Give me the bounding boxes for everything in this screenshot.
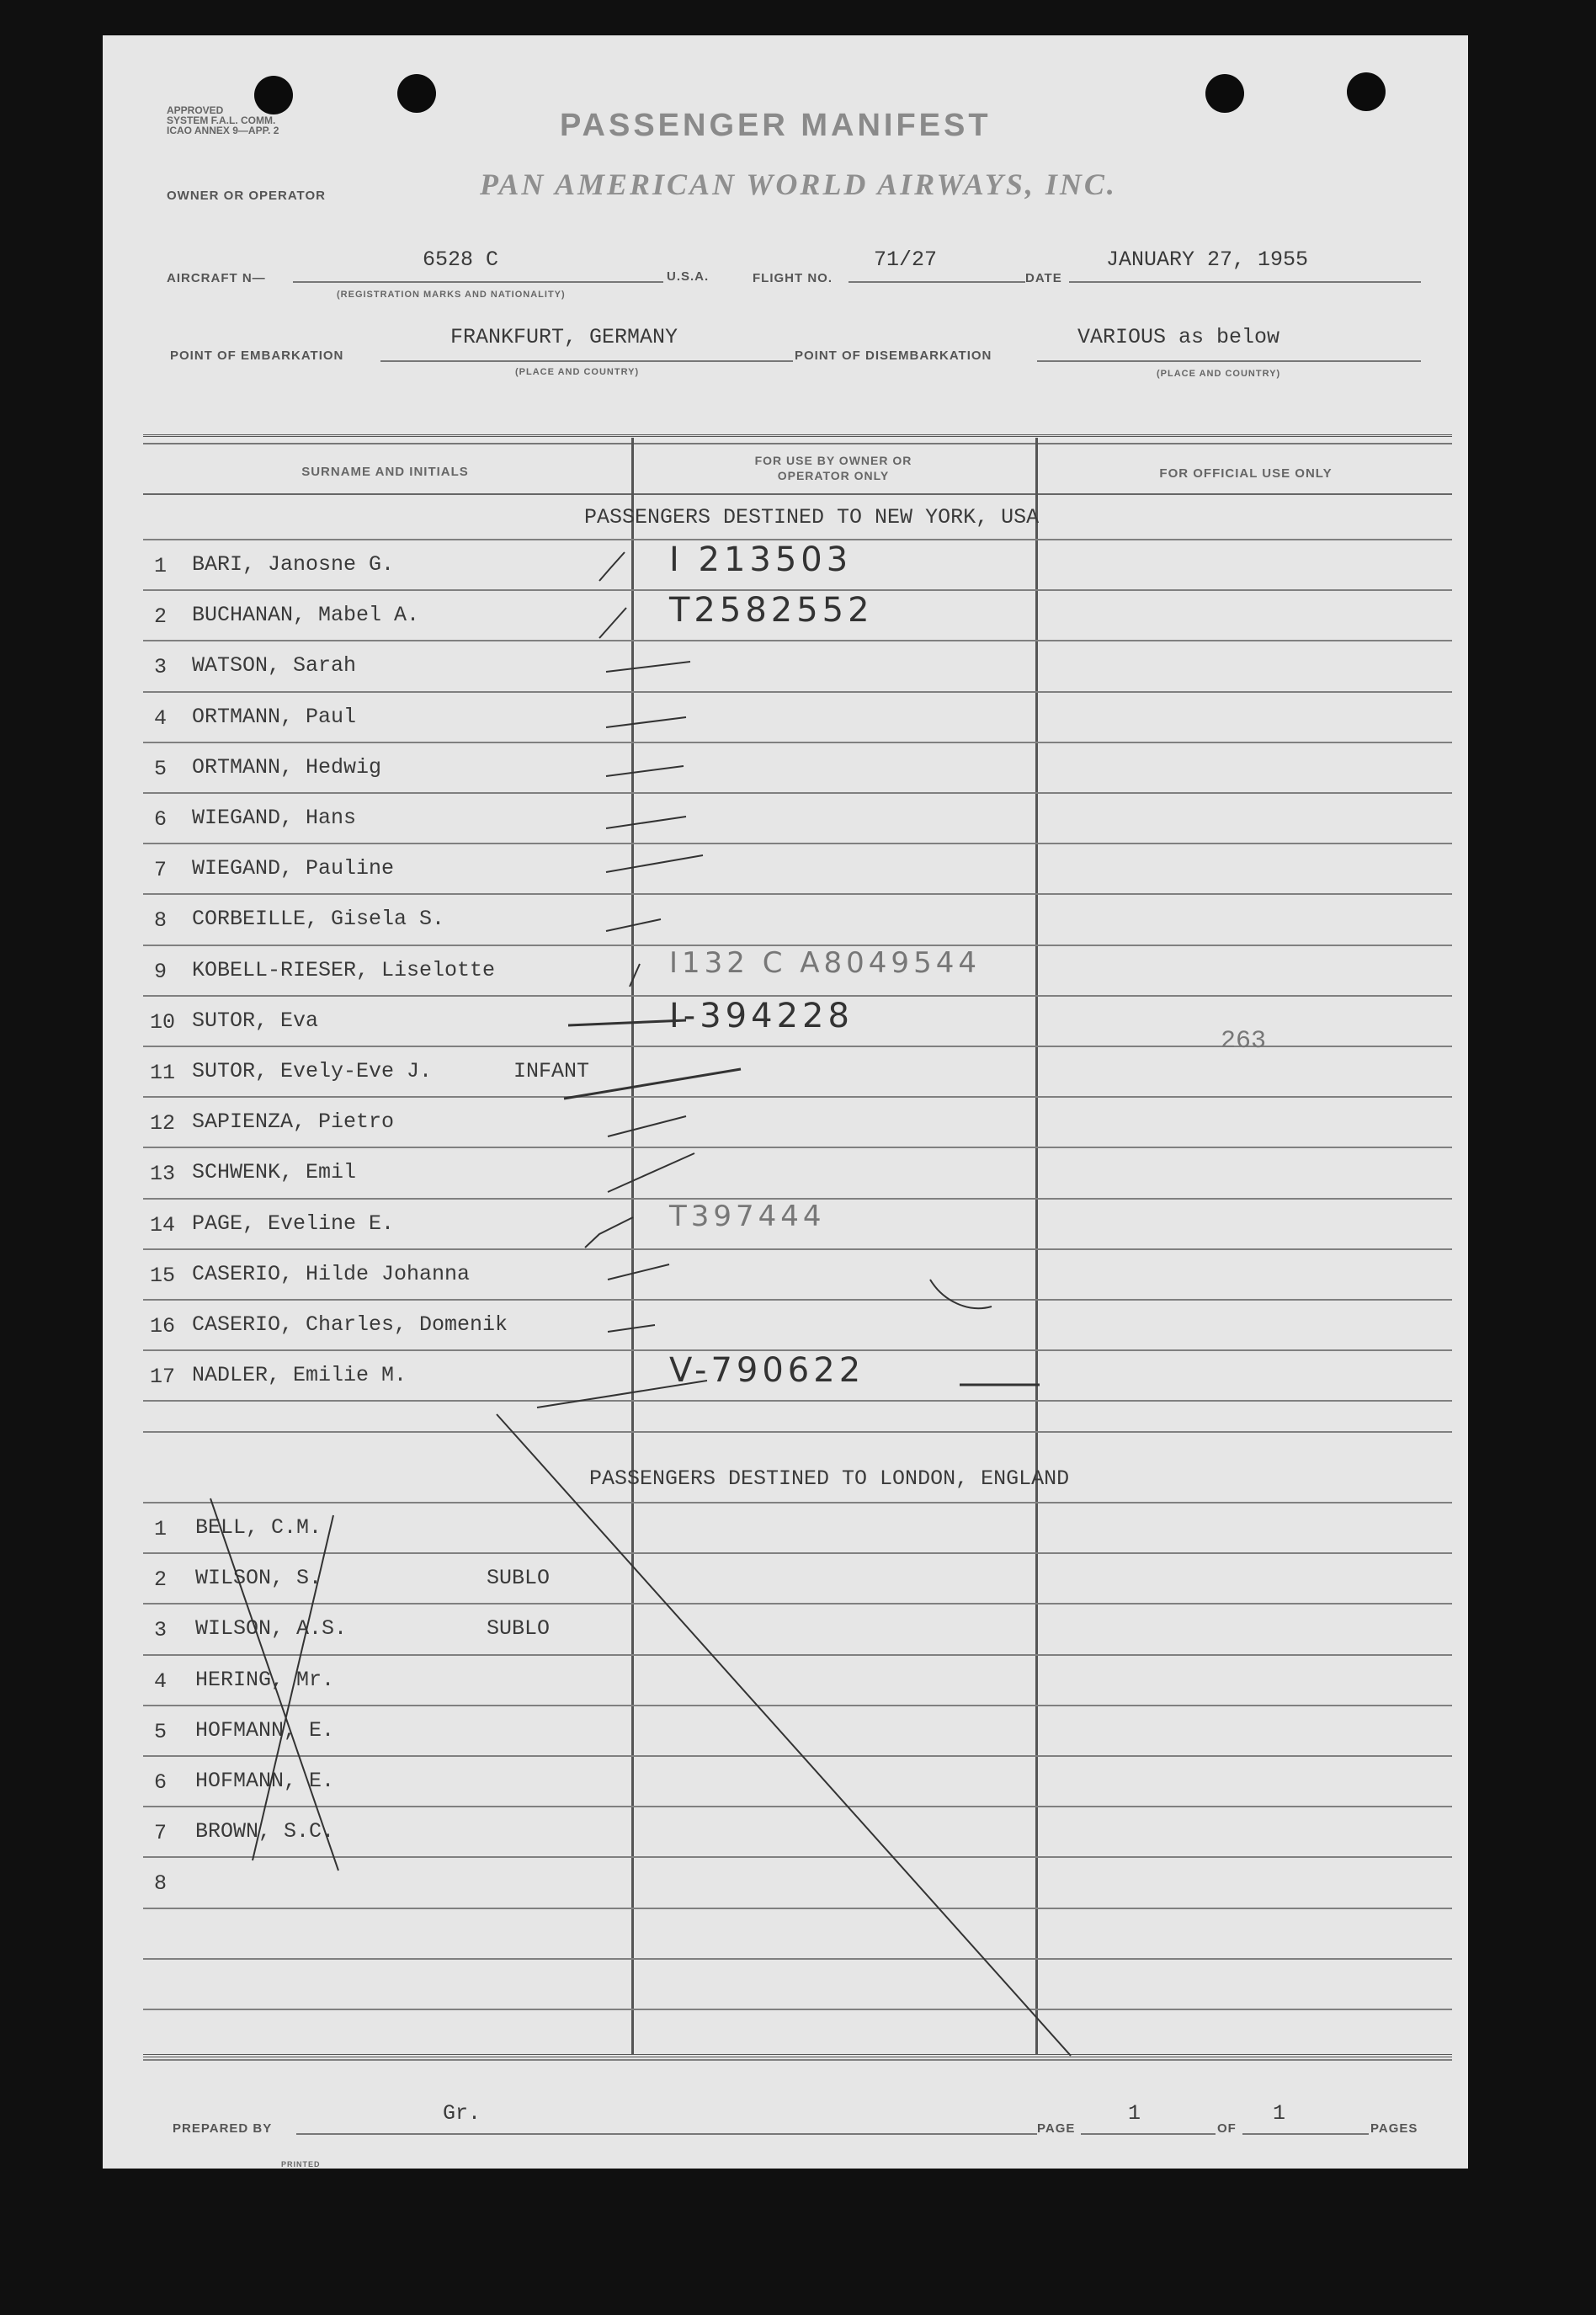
row-number: 12 [150,1111,176,1136]
passenger-note: INFANT [513,1059,590,1083]
passenger-name: HOFMANN, E. [195,1717,335,1743]
passenger-name: WILSON, S. [195,1566,322,1591]
row-number: 1 [154,554,168,578]
approval-line: SYSTEM F.A.L. COMM. [167,114,276,126]
approval-line: APPROVED [167,104,224,116]
embarkation-value: FRANKFURT, GERMANY [450,325,678,349]
document-number: V-790622 [669,1351,865,1391]
flight-label: FLIGHT NO. [753,271,833,285]
prepared-by-underline [296,2133,1037,2135]
passenger-name: WIEGAND, Hans [192,806,357,830]
nationality-value: U.S.A. [667,269,710,284]
passenger-name: SUTOR, Eva [192,1008,319,1033]
passenger-name: WIEGAND, Pauline [192,856,395,881]
row-number: 11 [150,1061,176,1085]
row-number: 2 [154,604,168,630]
passenger-name: HERING, Mr. [195,1667,335,1692]
document-number: I 213503 [669,540,853,579]
check-marks [210,552,1071,2056]
passenger-name: CASERIO, Charles, Domenik [192,1312,508,1337]
row-number: 13 [150,1162,176,1187]
passenger-name: CORBEILLE, Gisela S. [192,907,445,932]
row-number: 3 [154,1618,168,1643]
passenger-name: ORTMANN, Hedwig [192,754,382,780]
row-number: 4 [154,1668,168,1694]
document-number: I132 C A8049544 [669,945,981,980]
page-label: PAGE [1037,2121,1076,2136]
date-label: DATE [1025,271,1062,285]
surname-column-header: SURNAME AND INITIALS [301,465,469,479]
of-underline [1242,2133,1369,2135]
row-number: 14 [150,1212,176,1237]
passenger-name: KOBELL-RIESER, Liselotte [192,957,496,982]
passenger-name: HOFMANN, E. [195,1769,335,1793]
embarkation-label: POINT OF EMBARKATION [170,349,344,363]
disembarkation-value: VARIOUS as below [1077,325,1280,349]
row-number: 8 [154,908,168,934]
passenger-name: WILSON, A.S. [195,1616,348,1642]
row-number: 9 [154,959,168,984]
official-column-header: FOR OFFICIAL USE ONLY [1159,466,1333,481]
page-value: 1 [1128,2101,1141,2126]
row-number: 10 [150,1009,176,1035]
row-number: 15 [150,1263,176,1288]
row-number: 3 [154,655,168,680]
row-number: 16 [150,1314,176,1338]
passenger-name: SUTOR, Evely-Eve J. [192,1059,433,1083]
section-heading: PASSENGERS DESTINED TO LONDON, ENGLAND [589,1466,1070,1491]
owner-label: OWNER OR OPERATOR [167,189,326,203]
prepared-by-label: PREPARED BY [173,2121,273,2136]
row-number: 4 [154,705,168,731]
passenger-name: SAPIENZA, Pietro [192,1110,395,1135]
of-label: OF [1217,2121,1237,2136]
printed-mark: PRINTED [281,2160,321,2169]
passenger-name: BROWN, S.C. [195,1819,335,1844]
passenger-name: CASERIO, Hilde Johanna [192,1261,471,1286]
passenger-note: SUBLO [487,1566,551,1591]
passenger-name: SCHWENK, Emil [192,1160,357,1185]
passenger-name: PAGE, Eveline E. [192,1211,395,1236]
official-note: 263 [1221,1027,1267,1056]
row-number: 7 [154,1821,168,1846]
passenger-name: ORTMANN, Paul [192,704,357,729]
form-title: PASSENGER MANIFEST [560,108,992,143]
row-number: 7 [154,858,168,883]
row-number: 1 [154,1517,168,1541]
passenger-name: BARI, Janosne G. [192,552,395,577]
aircraft-sublabel: (REGISTRATION MARKS AND NATIONALITY) [337,290,566,300]
embarkation-sublabel: (PLACE AND COUNTRY) [515,367,640,377]
row-number: 5 [154,1719,168,1744]
page-underline [1081,2133,1216,2135]
document-number: T2582552 [669,591,874,631]
date-value: JANUARY 27, 1955 [1106,247,1309,272]
owner-column-header: FOR USE BY OWNER OR OPERATOR ONLY [754,454,912,482]
section-heading: PASSENGERS DESTINED TO NEW YORK, USA [584,505,1040,530]
row-number: 8 [154,1871,168,1897]
passenger-name: WATSON, Sarah [192,653,357,679]
passenger-name: BELL, C.M. [195,1515,322,1540]
disembarkation-sublabel: (PLACE AND COUNTRY) [1157,369,1281,379]
passenger-name: NADLER, Emilie M. [192,1363,407,1388]
document-number: T397444 [669,1199,826,1233]
row-number: 2 [154,1567,168,1593]
prepared-by-value: Gr. [443,2101,481,2126]
aircraft-label: AIRCRAFT N— [167,271,266,285]
passenger-note: SUBLO [487,1616,551,1642]
row-number: 5 [154,756,168,781]
row-number: 6 [154,1770,168,1795]
row-number: 6 [154,807,168,832]
aircraft-value: 6528 C [423,247,499,272]
approval-line: ICAO ANNEX 9—APP. 2 [167,125,279,136]
passenger-name: BUCHANAN, Mabel A. [192,603,420,628]
of-value: 1 [1273,2101,1286,2126]
operator-name: PAN AMERICAN WORLD AIRWAYS, INC. [480,168,1117,201]
row-number: 17 [150,1365,176,1390]
disembarkation-label: POINT OF DISEMBARKATION [795,349,992,363]
flight-value: 71/27 [874,247,938,272]
document-number: I-394228 [669,996,854,1035]
pages-label: PAGES [1370,2121,1418,2136]
